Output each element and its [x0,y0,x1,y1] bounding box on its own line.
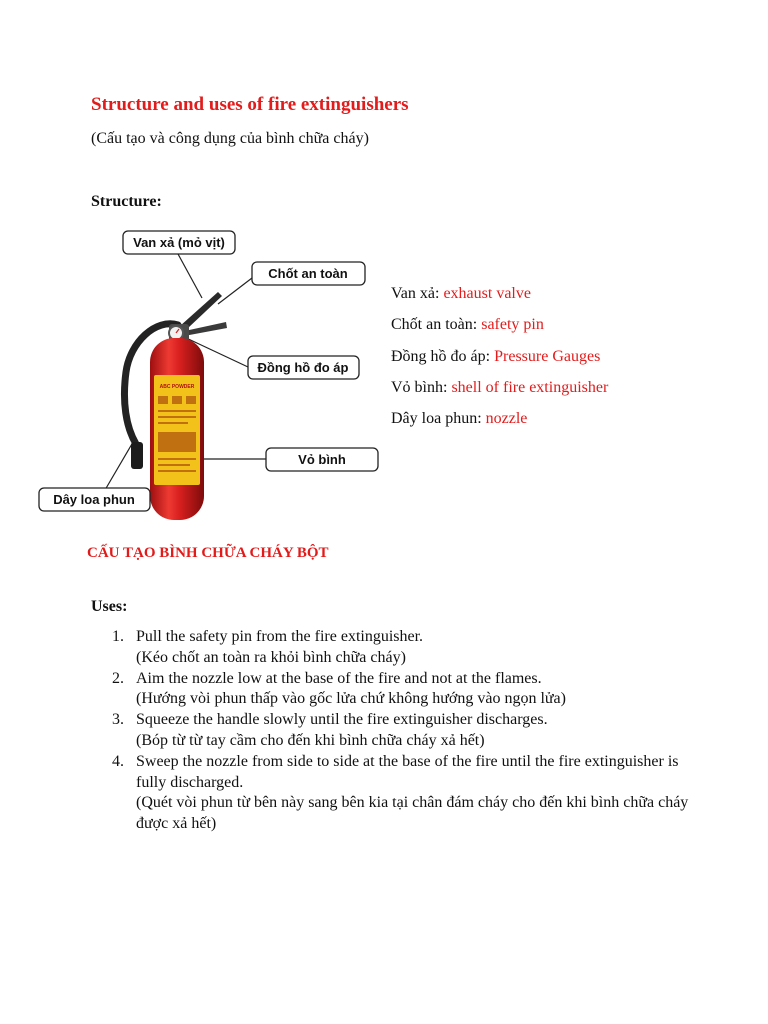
legend-translation: exhaust valve [443,285,531,302]
legend-translation: Pressure Gauges [494,347,601,365]
nozzle-tip [131,442,143,469]
uses-list [91,627,691,835]
list-number: 3. [112,711,124,729]
diagram-banner: CẤU TẠO BÌNH CHỮA CHÁY BỘT [87,545,329,561]
legend-row [391,315,741,346]
svg-text:Chốt an toàn: Chốt an toàn [268,266,348,281]
structure-heading: Structure: [91,193,162,210]
callout-day-loa-phun [39,488,150,511]
legend-row [391,347,741,378]
legend-term: Van xả: [391,285,440,302]
legend-term: Vỏ bình: [391,378,448,396]
legend-term: Đồng hồ đo áp: [391,347,491,365]
uses-heading: Uses: [91,598,128,615]
callout-dong-ho-do-ap [248,356,359,379]
legend-term: Chốt an toàn: [391,316,478,334]
list-item [91,752,691,835]
callout-van-xa [123,231,235,254]
use-english: Pull the safety pin from the fire extinguisher. [136,628,424,645]
legend-row [391,378,741,409]
list-number: 4. [112,752,124,770]
list-item [91,710,691,752]
legend-translation: safety pin [481,316,544,334]
use-english: Squeeze the handle slowly until the fire extinguisher discharges. [136,711,548,729]
legend-row [391,409,741,440]
svg-text:Van xả (mỏ vịt): Van xả (mỏ vịt) [133,235,225,250]
use-vietnamese: (Hướng vòi phun thấp vào gốc lửa chứ không hướng vào ngọn lửa) [136,690,566,708]
list-item [91,627,691,669]
use-vietnamese: (Bóp từ từ tay cầm cho đến khi bình chữa cháy xả hết) [136,731,485,749]
list-item [91,669,691,711]
cylinder-label [154,375,200,485]
legend-row [391,284,741,315]
svg-text:Vỏ bình: Vỏ bình [298,452,346,467]
svg-text:Đồng hồ đo áp: Đồng hồ đo áp [257,360,349,375]
use-english: Aim the nozzle low at the base of the fire and not at the flames. [136,669,542,687]
component-legend [391,284,741,440]
cylinder-label-text: ABC POWDER [159,384,195,390]
list-number: 2. [112,669,124,687]
callout-chot-an-toan [252,262,365,285]
page-subtitle: (Cấu tạo và công dụng của bình chữa cháy) [91,130,369,147]
extinguisher-diagram [30,222,390,572]
callout-vo-binh [266,448,378,471]
legend-translation: shell of fire extinguisher [451,378,609,396]
use-vietnamese: (Quét vòi phun từ bên này sang bên kia tại chân đám cháy cho đến khi bình chữa cháy được xả hết) [136,794,689,833]
legend-translation: nozzle [485,410,528,428]
list-number: 1. [112,628,124,645]
svg-text:Dây loa phun: Dây loa phun [53,492,135,507]
use-english: Sweep the nozzle from side to side at the base of the fire until the fire extinguisher is fully discharged. [136,752,679,791]
use-vietnamese: (Kéo chốt an toàn ra khỏi bình chữa cháy) [136,648,406,666]
page-title: Structure and uses of fire extinguishers [91,94,409,115]
legend-term: Dây loa phun: [391,410,482,428]
